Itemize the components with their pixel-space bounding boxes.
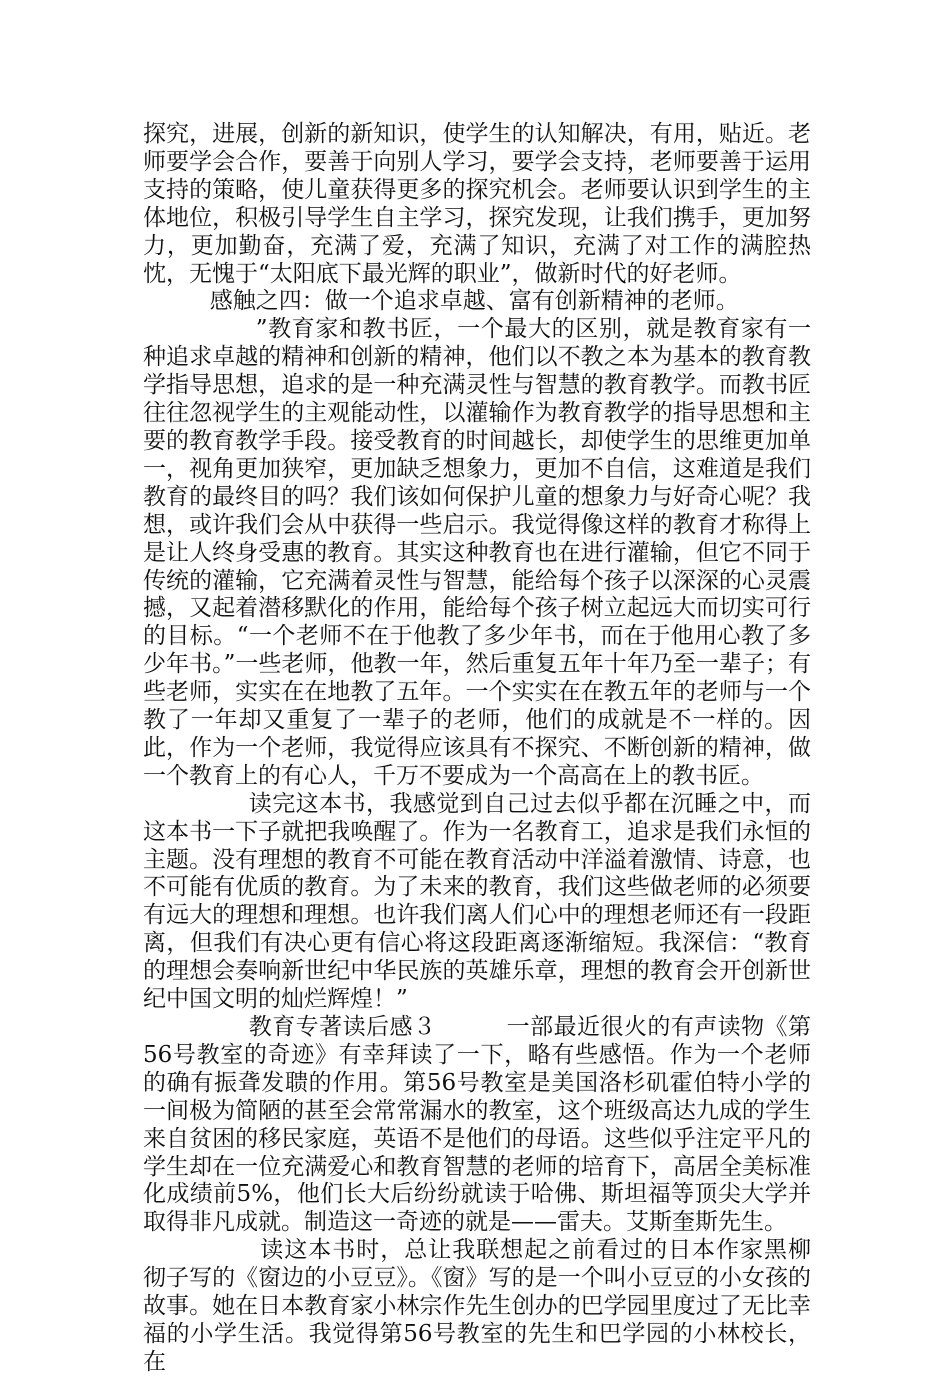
document-body <box>143 121 811 1377</box>
paragraph-educator-vs-craftsman: ”教育家和教书匠，一个最大的区别，就是教育家有一种追求卓越的精神和创新的精神，他们以不教之本为基本的教育教学指导思想，追求的是一种充满灵性与智慧的教育教学。而教书匠往往忽视学生的主观能动性，以灌输作为教育教学的指导思想和主要的教育教学手段。接受教育的时间越长，却使学生的思维更加单一，视角更加狭窄，更加缺乏想象力，更加不自信，这难道是我们教育的最终目的吗？我们该如何保护儿童的想象力与好奇心呢？我想，或许我们会从中获得一些启示。我觉得像这样的教育才称得上是让人终身受惠的教育。其实这种教育也在进行灌输，但它不同于传统的灌输，它充满着灵性与智慧，能给每个孩子以深深的心灵震撼，又起着潜移默化的作用，能给每个孩子树立起远大而切实可行的目标。“一个老师不在于他教了多少年书，而在于他用心教了多少年书。”一些老师，他教一年，然后重复五年十年乃至一辈子；有些老师，实实在在地教了五年。一个实实在在教五年的老师与一个教了一年却又重复了一辈子的老师，他们的成就是不一样的。因此，作为一个老师，我觉得应该具有不探究、不断创新的精神，做一个教育上的有心人，千万不要成为一个高高在上的教书匠。 <box>143 316 811 789</box>
section-heading: 感触之四：做一个追求卓越、富有创新精神的老师。 <box>209 288 739 315</box>
paragraph-after-reading: 读完这本书，我感觉到自己过去似乎都在沉睡之中，而这本书一下子就把我唤醒了。作为一名教育工，追求是我们永恒的主题。没有理想的教育不可能在教育活动中洋溢着激情、诗意，也不可能有优质的教育。为了未来的教育，我们这些做老师的必须要有远大的理想和理想。也许我们离人们心中的理想老师还有一段距离，但我们有决心更有信心将这段距离逐渐缩短。我深信：“教育的理想会奏响新世纪中华民族的英雄乐章，理想的教育会开创新世纪中国文明的灿烂辉煌！” <box>143 790 811 1013</box>
paragraph-window-totto: 读这本书时，总让我联想起之前看过的日本作家黑柳彻子写的《窗边的小豆豆》。《窗》写的是一个叫小豆豆的小女孩的故事。她在日本教育家小林宗作先生创办的巴学园里度过了无比幸福的小学生活。我觉得第56号教室的先生和巴学园的小林校长，在 <box>143 1237 811 1375</box>
paragraph-intro: 探究，进展，创新的新知识，使学生的认知解决，有用，贴近。老师要学会合作，要善于向别人学习，要学会支持，老师要善于运用支持的策略，使儿童获得更多的探究机会。老师要认识到学生的主体地位，积极引导学生自主学习，探究发现，让我们携手，更加努力，更加勤奋，充满了爱，充满了知识，充满了对工作的满腔热忱，无愧于“太阳底下最光辉的职业”，做新时代的好老师。 <box>143 121 811 287</box>
paragraph-reflection-3: 教育专著读后感３ 一部最近很火的有声读物《第56号教室的奇迹》有幸拜读了一下，略有些感悟。作为一个老师的确有振聋发聩的作用。第56号教室是美国洛杉矶霍伯特小学的一间极为简陋的甚至会常常漏水的教室，这个班级高达九成的学生来自贫困的移民家庭，英语不是他们的母语。这些似乎注定平凡的学生却在一位充满爱心和教育智慧的老师的培育下，高居全美标准化成绩前5%，他们长大后纷纷就读于哈佛、斯坦福等顶尖大学并取得非凡成就。制造这一奇迹的就是——雷夫。艾斯奎斯先生。 <box>143 1014 811 1236</box>
